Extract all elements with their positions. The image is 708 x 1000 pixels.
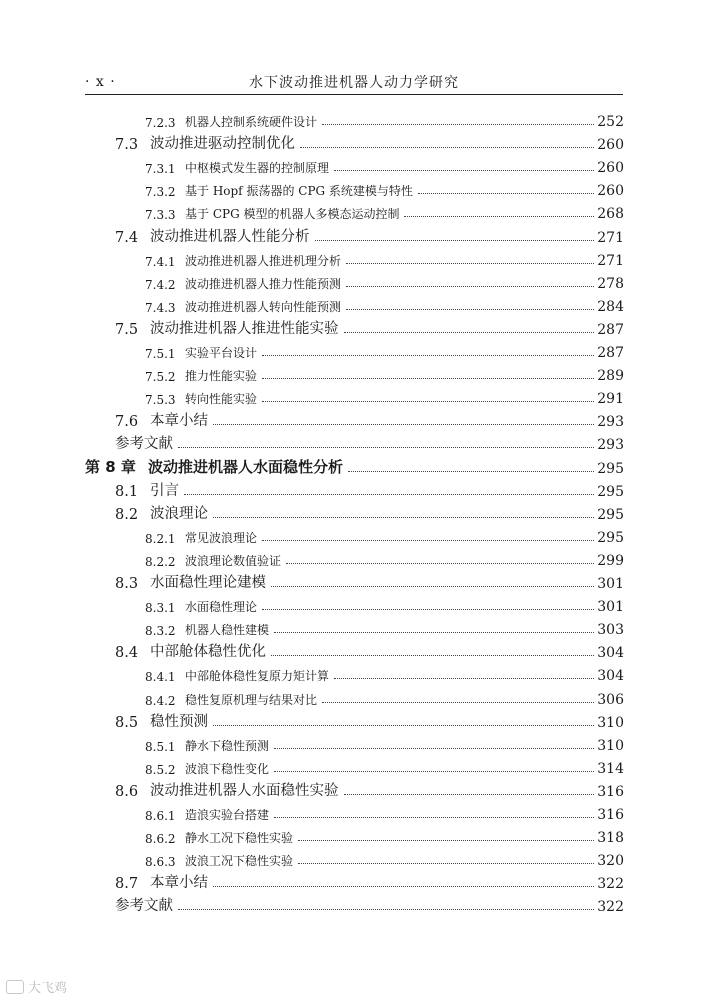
toc-leader-dots [334, 170, 596, 171]
toc-leader-dots [274, 817, 596, 818]
toc-entry-title: 波动推进机器人水面稳性分析 [148, 456, 346, 477]
toc-entry-page: 304 [594, 668, 624, 684]
toc-entry-page: 310 [594, 715, 624, 731]
toc-leader-dots [346, 286, 596, 287]
toc-entry [0, 639, 708, 661]
toc-entry-number: 8.7 [115, 876, 139, 893]
toc-entry [0, 686, 708, 708]
toc-entry-number: 7.4.3 [145, 300, 176, 315]
toc-entry-page: 284 [594, 299, 624, 315]
toc-leader-dots [300, 147, 596, 148]
watermark [6, 977, 67, 996]
toc-leader-dots [262, 401, 596, 402]
toc-entry-number: 8.5 [115, 714, 139, 731]
toc-entry-title: 中部舱体稳性优化 [150, 640, 269, 661]
toc-entry-number: 第 8 章 [85, 457, 136, 476]
toc-entry-title: 水面稳性理论建模 [150, 571, 269, 592]
toc-entry-title: 中枢模式发生器的控制原理 [185, 159, 332, 176]
toc-entry [0, 501, 708, 523]
toc-entry-number: 8.3.2 [145, 624, 176, 639]
toc-entry [0, 778, 708, 800]
toc-entry-page: 260 [594, 160, 624, 176]
toc-entry [0, 316, 708, 338]
weibo-icon [6, 980, 24, 994]
toc-entry-page: 299 [594, 553, 624, 569]
toc-leader-dots [274, 632, 596, 633]
toc-entry-number: 7.3.2 [145, 185, 176, 200]
toc-leader-dots [274, 771, 596, 772]
toc-entry [0, 593, 708, 615]
toc-entry-title: 波动推进机器人转向性能预测 [185, 298, 344, 315]
toc-entry [0, 224, 708, 246]
toc-entry-page: 271 [594, 253, 624, 269]
toc-entry-page: 271 [594, 230, 624, 246]
toc-entry-number: 8.4 [115, 645, 139, 662]
toc-entry-page: 295 [594, 530, 624, 546]
toc-leader-dots [344, 332, 596, 333]
toc-entry-page: 310 [594, 738, 624, 754]
toc-entry [0, 893, 708, 915]
toc-entry-title: 本章小结 [150, 871, 211, 892]
toc-entry-page: 320 [594, 853, 624, 869]
toc-entry-title: 造浪实验台搭建 [185, 806, 272, 823]
toc-entry-title: 转向性能实验 [185, 390, 260, 407]
toc-entry-title: 波浪下稳性变化 [185, 760, 272, 777]
toc-leader-dots [418, 193, 596, 194]
toc-entry-page: 303 [594, 622, 624, 638]
toc-entry [0, 801, 708, 823]
toc-leader-dots [346, 263, 596, 264]
toc-entry-page: 295 [594, 484, 624, 500]
page-number: · x · [85, 74, 116, 90]
toc-entry [0, 570, 708, 592]
toc-entry-number: 7.4 [115, 229, 139, 246]
toc-entry-number: 7.2.3 [145, 116, 176, 130]
toc-entry [0, 662, 708, 684]
toc-leader-dots [344, 794, 596, 795]
toc-leader-dots [262, 540, 596, 541]
toc-entry-title: 参考文献 [115, 432, 176, 453]
toc-leader-dots [213, 424, 596, 425]
toc-leader-dots [298, 840, 596, 841]
toc-entry-title: 波浪理论数值验证 [185, 552, 284, 569]
toc-entry [0, 524, 708, 546]
toc-leader-dots [178, 909, 596, 910]
toc-entry-number: 8.4.1 [145, 670, 176, 685]
toc-entry-page: 295 [594, 507, 624, 523]
toc-entry-page: 252 [594, 114, 624, 130]
toc-entry [0, 847, 708, 869]
toc-entry-page: 316 [594, 784, 624, 800]
toc-entry-page: 322 [594, 876, 624, 892]
toc-entry-title: 实验平台设计 [185, 344, 260, 361]
toc-entry-page: 293 [594, 414, 624, 430]
toc-leader-dots [322, 124, 596, 125]
toc-entry-page: 260 [594, 183, 624, 199]
toc-entry [0, 131, 708, 153]
toc-entry-page: 268 [594, 206, 624, 222]
toc-entry-title: 静水下稳性预测 [185, 737, 272, 754]
toc-entry-number: 7.3 [115, 137, 139, 154]
toc-entry-number: 7.5.1 [145, 347, 176, 361]
toc-entry-page: 287 [594, 345, 624, 361]
toc-entry [0, 247, 708, 269]
toc-entry-title: 波动推进机器人推进性能实验 [150, 317, 342, 338]
toc-entry [0, 385, 708, 407]
toc-entry [0, 408, 708, 430]
toc-entry-number: 8.6 [115, 783, 139, 800]
toc-entry-page: 289 [594, 368, 624, 384]
toc-entry [0, 362, 708, 384]
toc-entry-title: 基于 Hopf 振荡器的 CPG 系统建模与特性 [185, 182, 416, 199]
toc-leader-dots [348, 471, 596, 472]
toc-entry-number: 8.2.1 [145, 531, 176, 546]
toc-entry-title: 波动推进机器人推力性能预测 [185, 275, 344, 292]
toc-leader-dots [271, 586, 596, 587]
toc-entry-title: 水面稳性理论 [185, 598, 260, 615]
toc-entry-number: 8.6.1 [145, 809, 176, 823]
toc-entry [0, 339, 708, 361]
toc-entry-number: 8.5.1 [145, 739, 176, 754]
toc-leader-dots [298, 863, 596, 864]
toc-leader-dots [346, 309, 596, 310]
toc-entry-title: 中部舱体稳性复原力矩计算 [185, 667, 332, 684]
toc-entry-number: 8.6.2 [145, 832, 176, 847]
toc-entry-title: 波浪理论 [150, 502, 211, 523]
toc-entry-title: 本章小结 [150, 409, 211, 430]
toc-entry-page: 291 [594, 391, 624, 407]
toc-entry [0, 108, 708, 130]
toc-entry-page: 304 [594, 645, 624, 661]
toc-entry-number: 7.5.3 [145, 393, 176, 408]
toc-entry-page: 278 [594, 276, 624, 292]
toc-entry-title: 参考文献 [115, 894, 176, 915]
toc-entry-number: 7.3.3 [145, 208, 176, 223]
toc-entry-title: 基于 CPG 模型的机器人多模态运动控制 [185, 205, 402, 222]
toc-entry-page: 314 [594, 761, 624, 777]
toc-leader-dots [178, 447, 596, 448]
toc-entry-page: 301 [594, 576, 624, 592]
toc-leader-dots [404, 216, 596, 217]
toc-entry-page: 318 [594, 830, 624, 846]
toc-leader-dots [271, 655, 596, 656]
toc-entry-title: 稳性复原机理与结果对比 [185, 691, 320, 708]
toc-leader-dots [213, 517, 596, 518]
toc-entry [0, 270, 708, 292]
toc-leader-dots [262, 609, 596, 610]
toc-entry-number: 7.6 [115, 414, 139, 431]
toc-entry-title: 机器人稳性建模 [185, 621, 272, 638]
toc-entry-page: 316 [594, 807, 624, 823]
toc-entry-number: 7.3.1 [145, 162, 176, 177]
toc-entry-title: 波浪工况下稳性实验 [185, 852, 296, 869]
toc-entry-number: 7.5 [115, 321, 139, 338]
toc-entry-number: 8.1 [115, 483, 139, 500]
toc-entry-page: 260 [594, 137, 624, 153]
toc-entry-number: 8.4.2 [145, 693, 176, 708]
toc-entry [0, 732, 708, 754]
toc-leader-dots [322, 702, 596, 703]
toc-entry-number: 8.3.1 [145, 601, 176, 616]
toc-leader-dots [262, 355, 596, 356]
toc-entry [0, 293, 708, 315]
toc-entry-title: 波动推进机器人推进机理分析 [185, 252, 344, 269]
toc-leader-dots [262, 378, 596, 379]
toc-entry-number: 8.2 [115, 506, 139, 523]
toc-entry-number: 7.4.2 [145, 277, 176, 292]
toc-leader-dots [184, 494, 596, 495]
toc-entry [0, 870, 708, 892]
toc-entry [0, 824, 708, 846]
toc-entry [0, 547, 708, 569]
toc-entry-number: 8.3 [115, 576, 139, 592]
page-header [85, 70, 623, 95]
toc-entry-title: 机器人控制系统硬件设计 [185, 113, 320, 130]
toc-entry-title: 推力性能实验 [185, 367, 260, 384]
toc-entry-number: 8.5.2 [145, 762, 176, 777]
toc-entry [0, 455, 708, 477]
toc-entry-title: 波动推进驱动控制优化 [150, 132, 298, 153]
toc-entry-page: 301 [594, 599, 624, 615]
toc-entry-number: 7.4.1 [145, 254, 176, 269]
toc-entry [0, 177, 708, 199]
toc-entry-title: 波动推进机器人水面稳性实验 [150, 779, 342, 800]
toc-entry-page: 287 [594, 322, 624, 338]
toc-entry [0, 154, 708, 176]
toc-leader-dots [286, 563, 596, 564]
toc-entry [0, 478, 708, 500]
toc-entry-number: 7.5.2 [145, 370, 176, 385]
toc-entry [0, 709, 708, 731]
toc-leader-dots [334, 678, 596, 679]
toc-leader-dots [315, 240, 596, 241]
toc-entry-title: 波动推进机器人性能分析 [150, 225, 313, 246]
toc-entry [0, 200, 708, 222]
toc-entry-page: 295 [594, 461, 624, 477]
toc-entry-number: 8.2.2 [145, 554, 176, 569]
toc-entry-page: 293 [594, 437, 624, 453]
toc-entry-title: 引言 [150, 479, 182, 500]
watermark-text: 大飞鸡 [28, 981, 68, 996]
toc-leader-dots [274, 748, 596, 749]
toc-entry-page: 306 [594, 692, 624, 708]
toc-entry-title: 稳性预测 [150, 710, 211, 731]
running-title: 水下波动推进机器人动力学研究 [249, 75, 459, 91]
toc-entry-number: 8.6.3 [145, 855, 176, 870]
toc-entry [0, 431, 708, 453]
toc-entry-title: 常见波浪理论 [185, 529, 260, 546]
toc-leader-dots [213, 725, 596, 726]
toc-entry-title: 静水工况下稳性实验 [185, 829, 296, 846]
toc-entry-page: 322 [594, 899, 624, 915]
toc-entry [0, 616, 708, 638]
toc-leader-dots [213, 886, 596, 887]
toc-entry [0, 755, 708, 777]
